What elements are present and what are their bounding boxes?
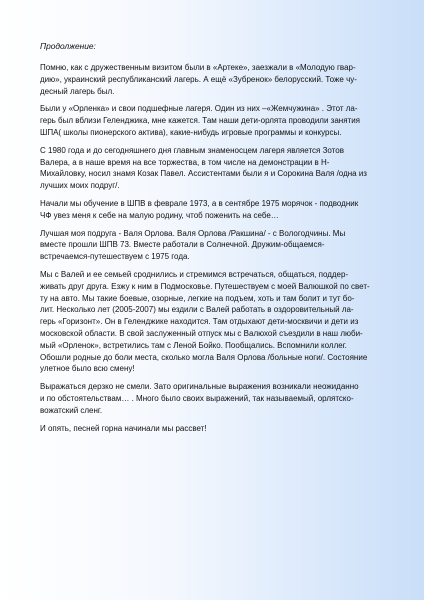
paragraph-line: Мы с Валей и ее семьей сроднились и стремимся встречаться, общаться, поддер- bbox=[40, 269, 349, 279]
paragraph-line: Помню, как с дружественным визитом были в «Артеке», заезжали в «Молодую гвар- bbox=[40, 63, 356, 72]
paragraph-line: С 1980 года и до сегодняшнего дня главным знаменосцем лагеря является Зотов bbox=[40, 145, 344, 155]
paragraph-line: ЧФ увез меня к себе на малую родину, чтоб поженить на себе… bbox=[40, 210, 279, 220]
paragraph-line: мый «Орленок», встретились там с Леной Бойко. Пообщались. Вспомнили коллег. bbox=[40, 340, 347, 350]
paragraph-line: дию», украинский республиканский лагерь. А ещё «Зубренок» белорусский. Тоже чу- bbox=[40, 74, 357, 84]
paragraph-line: Начали мы обучение в ШПВ в феврале 1973, а в сентябре 1975 морячок - подводник bbox=[40, 198, 359, 208]
continuation-heading: Продолжение: bbox=[40, 41, 96, 51]
paragraph-line: встречаемся-путешествуем с 1975 года. bbox=[40, 252, 190, 262]
paragraph-line: и по обстоятельствам… . Много было своих выражений, так называемый, орлятско- bbox=[40, 393, 354, 403]
paragraph bbox=[40, 228, 398, 263]
paragraph bbox=[40, 423, 398, 435]
paragraph-line: десный лагерь был. bbox=[40, 86, 115, 96]
paragraph-line: герь «Горизонт». Он в Геленджике находится. Там отдыхают дети-москвичи и дети из bbox=[40, 317, 359, 327]
paragraph-line: ШПА( школы пионерского актива), какие-нибудь игровые программы и конкурсы. bbox=[40, 127, 342, 137]
paragraph-line: вожатский сленг. bbox=[40, 405, 103, 415]
paragraph-line: вместе прошли ШПВ 73. Вместе работали в Солнечной. Дружим-общаемся- bbox=[40, 240, 325, 250]
paragraph-line: Обошли родные до боли места, сколько могла Валя Орлова /больные ноги/. Состояние bbox=[40, 352, 368, 362]
paragraph-line: ту на авто. Мы такие боевые, озорные, легкие на подъем, хоть и там болит и тут бо- bbox=[40, 293, 355, 303]
paragraph-line: живать друг друга. Езжу к ним в Подмосковье. Путешествуем с моей Валюшкой по свет- bbox=[40, 281, 370, 291]
paragraph-line: лит. Несколько лет (2005-2007) мы ездили с Валей работать в оздоровительный ла- bbox=[40, 305, 354, 315]
body-text bbox=[40, 62, 398, 440]
paragraph bbox=[40, 62, 398, 97]
paragraph-line: Выражаться дерзко не смели. Зато оригинальные выражения возникали неожиданно bbox=[40, 382, 359, 392]
paragraph-line: лучших моих подруг/. bbox=[40, 181, 120, 191]
paragraph-line: Лучшая моя подруга - Валя Орлова. Валя Орлова /Ракшина/ - с Вологодчины. Мы bbox=[40, 228, 346, 238]
paragraph-line: герь был вблизи Геленджика, мне кажется. Там наши дети-орлята проводили занятия bbox=[40, 116, 360, 126]
paragraph-line: московской области. В свой заслуженный отпуск мы с Валюхой съездили в наш люби- bbox=[40, 328, 363, 338]
paragraph-line: Валера, а в наше время на все торжества, в том числе на демонстрации в Н- bbox=[40, 157, 330, 167]
paragraph bbox=[40, 103, 398, 138]
paragraph-line: Были у «Орленка» и свои подшефные лагеря. Один из них –«Жемчужина» . Этот ла- bbox=[40, 104, 358, 114]
paragraph bbox=[40, 381, 398, 416]
paragraph-line: улетное было всю смену! bbox=[40, 364, 135, 374]
paragraph bbox=[40, 145, 398, 192]
paragraph-line: Михайловку, носил знамя Козак Павел. Ассистентами были я и Сорокина Валя /одна из bbox=[40, 169, 367, 179]
paragraph bbox=[40, 198, 398, 222]
paragraph bbox=[40, 269, 398, 375]
paragraph-line: И опять, песней горна начинали мы рассвет! bbox=[40, 423, 207, 433]
